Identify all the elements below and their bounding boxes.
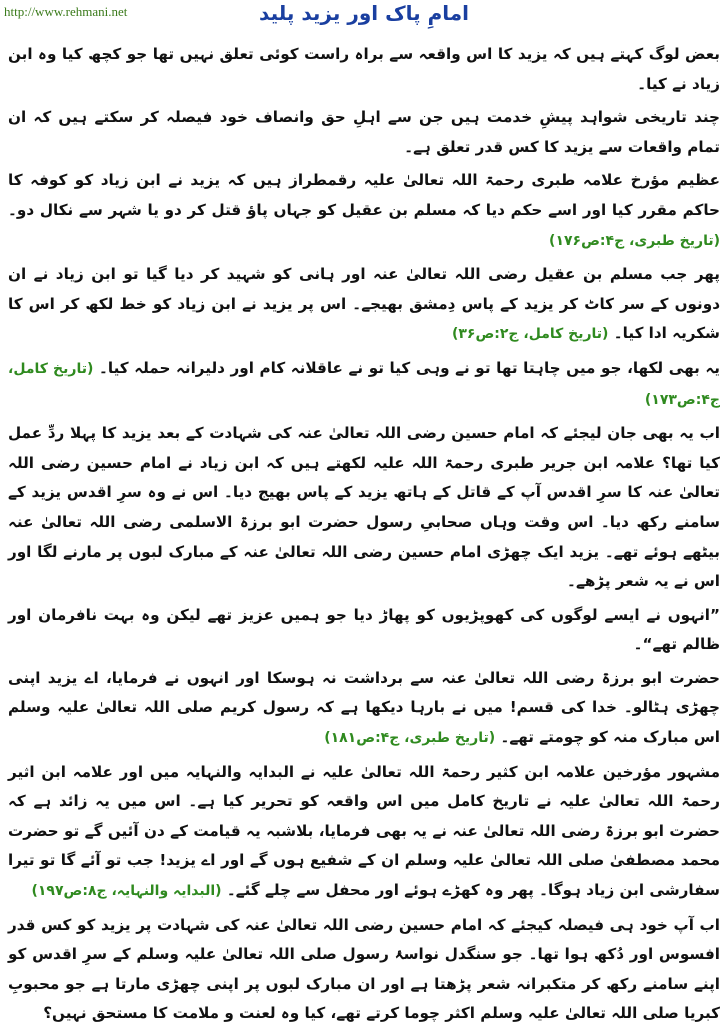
paragraph [8,664,720,754]
paragraph-text: اب آپ خود ہی فیصلہ کیجئے کہ امام حسین رضی اللہ تعالیٰ عنہ کی شہادت پر یزید کو کس قدر افسوس اور دُکھ ہوا تھا۔ جو سنگدل نواسۂ رسول صلی اللہ تعالیٰ علیہ وسلم کے سرِ اقدس کو اپنے سامنے رکھ کر متکبرانہ شعر پڑھتا ہے اور ان مبارک لبوں پر اپنی چھڑی مارتا ہے جو محبوبِ کبریا صلی اللہ تعالیٰ علیہ وسلم اکثر چوما کرتے تھے، کیا وہ لعنت و ملامت کا مستحق نہیں؟ [8,915,720,1023]
source-reference: (تاریخ کامل، ج۲:ص۳۶) [451,326,609,343]
paragraph-text: پھر جب مسلم بن عقیل رضی اللہ تعالیٰ عنہ اور ہانی کو شہید کر دیا گیا تو ابن زیاد نے ان دونوں کے سر کاٹ کر یزید کے پاس دِمشق بھیجے۔ اس پر یزید نے ابن زیاد کو خط لکھ کر اس کا شکریہ ادا کیا۔ [8,265,720,343]
paragraph-text: مشہور مؤرخین علامہ ابن کثیر رحمۃ اللہ تعالیٰ علیہ نے البدایہ والنہایہ میں اور علامہ ابن اثیر رحمۃ اللہ تعالیٰ علیہ نے تاریخ کامل میں اس واقعہ کو تحریر کیا ہے۔ اس میں یہ زائد ہے کہ حضرت ابو برزۃ رضی اللہ تعالیٰ عنہ نے یہ بھی فرمایا، بلاشبہ یہ قیامت کے دن آئیں گے تو حضرت محمد مصطفیٰ صلی اللہ تعالیٰ علیہ وسلم ان کے شفیع ہوں گے اور اے یزید! جب تو آئے گا تو تیرا سفارشی ابن زیاد ہوگا۔ پھر وہ کھڑے ہوئے اور محفل سے چلے گئے۔ [8,762,720,900]
paragraph [8,419,720,597]
paragraph-text: یہ بھی لکھا، جو میں چاہتا تھا تو نے وہی کیا تو نے عاقلانہ کام اور دلیرانہ حملہ کیا۔ [98,358,720,377]
poetry-quote [8,601,720,660]
source-reference: (تاریخ طبری، ج۴:ص۱۸۱) [324,730,496,747]
source-reference: (تاریخ طبری، ج۴:ص۱۷۶) [549,232,720,249]
document-body [8,40,720,1033]
paragraph-text: بعض لوگ کہتے ہیں کہ یزید کا اس واقعہ سے براہ راست کوئی تعلق نہیں تھا جو کچھ کیا وہ ابن زیاد نے کیا۔ [8,45,720,93]
paragraph [8,758,720,907]
paragraph-text: ”انہوں نے ایسے لوگوں کی کھوپڑیوں کو پھاڑ دیا جو ہمیں عزیز تھے لیکن وہ بہت نافرمان اور ظالم تھے“۔ [8,605,720,654]
paragraph [8,354,720,415]
paragraph [8,40,720,99]
paragraph [8,166,720,256]
paragraph-text: عظیم مؤرخ علامہ طبری رحمۃ اللہ تعالیٰ علیہ رقمطراز ہیں کہ یزید نے ابن زیاد کو کوفہ کا حاکم مقرر کیا اور اسے حکم دیا کہ مسلم بن عقیل کو جہاں پاؤ قتل کر دو یا شہر سے نکال دو۔ [8,171,720,219]
paragraph-text: اب یہ بھی جان لیجئے کہ امام حسین رضی اللہ تعالیٰ عنہ کی شہادت کے بعد یزید کا پہلا ردِّ عمل کیا تھا؟ علامہ ابن جریر طبری رحمۃ اللہ علیہ لکھتے ہیں کہ ابن زیاد نے امام حسین رضی اللہ تعالیٰ عنہ کا سرِ اقدس آپ کے قاتل کے ہاتھ یزید کے پاس بھیج دیا۔ اس نے وہ سرِ اقدس یزید کے سامنے رکھ دیا۔ اس وقت وہاں صحابیِ رسول حضرت ابو برزۃ الاسلمی رضی اللہ تعالیٰ عنہ بیٹھے ہوئے تھے۔ یزید ایک چھڑی امام حسین رضی اللہ تعالیٰ عنہ کے مبارک لبوں پر مارنے لگا اور اس نے یہ شعر پڑھے۔ [8,424,720,591]
paragraph-text: حضرت ابو برزۃ رضی اللہ تعالیٰ عنہ سے برداشت نہ ہوسکا اور انہوں نے فرمایا، اے یزید اپنی چھڑی ہٹالو۔ خدا کی قسم! میں نے بارہا دیکھا ہے کہ رسول کریم صلی اللہ تعالیٰ علیہ وسلم اس مبارک منہ کو چومتے تھے۔ [8,668,720,747]
page-title: امامِ پاک اور یزید پلید [259,1,469,25]
source-reference: (تاریخ کامل، ج۴:ص۱۷۳) [8,360,720,408]
paragraph-text: چند تاریخی شواہد پیشِ خدمت ہیں جن سے اہلِ حق وانصاف خود فیصلہ کر سکتے ہیں کہ ان تمام واقعات سے یزید کا کس قدر تعلق ہے۔ [8,108,720,156]
paragraph [8,103,720,162]
paragraph [8,911,720,1029]
paragraph [8,260,720,350]
website-url: http://www.rehmani.net [4,4,128,19]
source-reference: (البدایہ والنہایہ، ج۸:ص۱۹۷) [31,883,222,900]
